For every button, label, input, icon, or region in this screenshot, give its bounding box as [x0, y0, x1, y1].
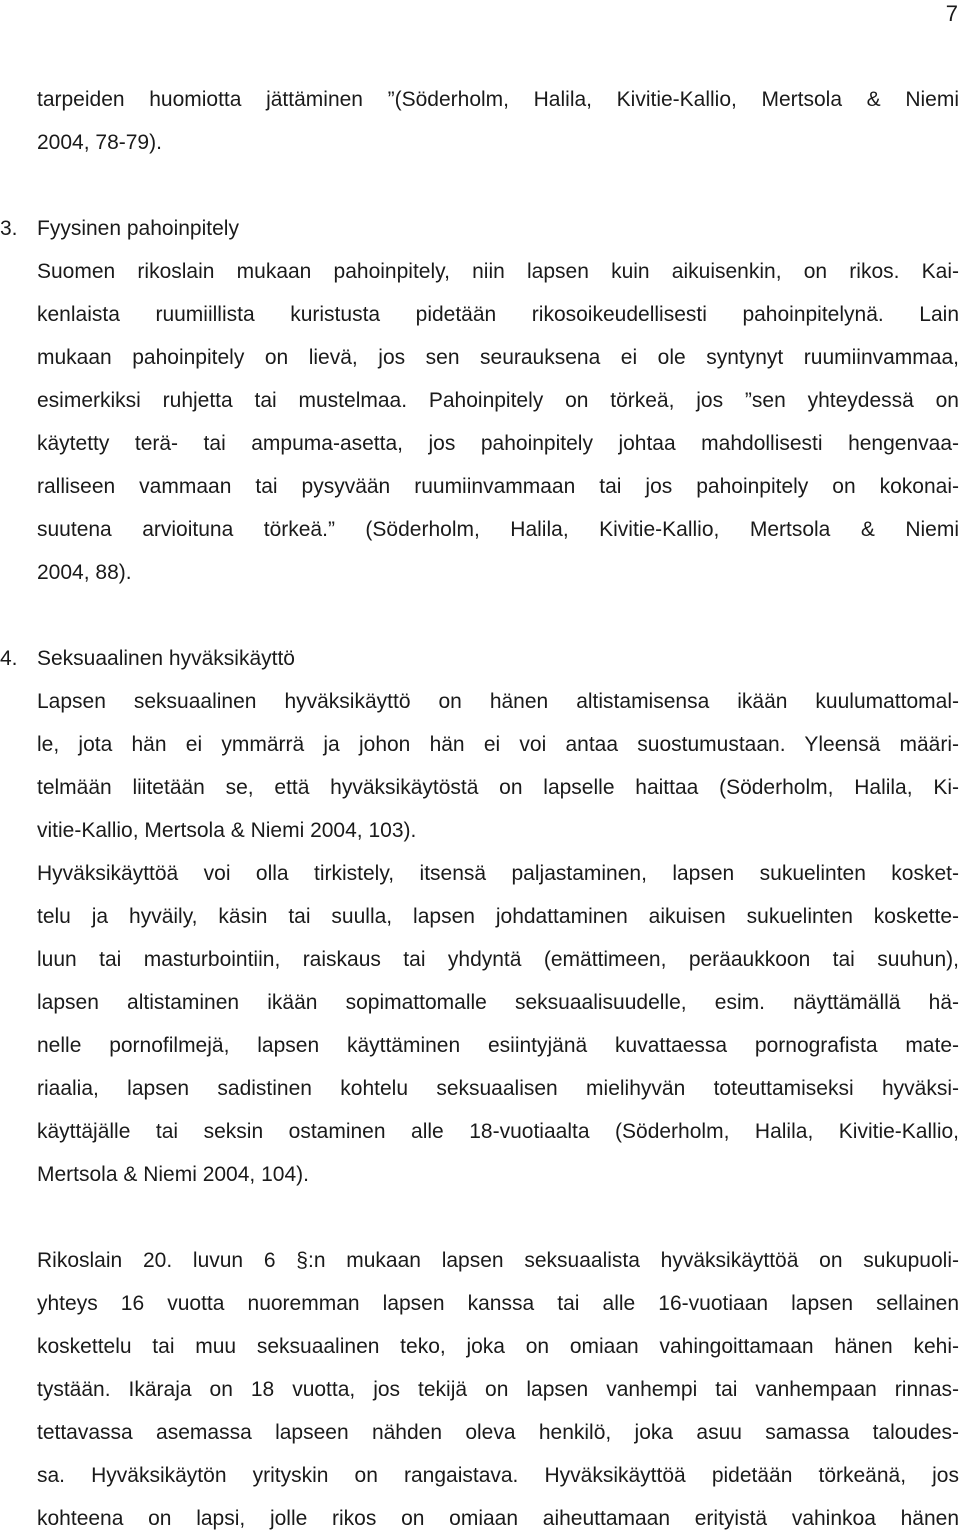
text-line: nelle pornofilmejä, lapsen käyttäminen esiintyjänä kuvattaessa pornografista mate- — [37, 1034, 959, 1057]
text-line: le, jota hän ei ymmärrä ja johon hän ei voi antaa suostumustaan. Yleensä määri- — [37, 733, 959, 756]
text-line: suutena arvioituna törkeä.” (Söderholm, Halila, Kivitie-Kallio, Mertsola & Niemi — [37, 518, 959, 541]
text-line: esimerkiksi ruhjetta tai mustelmaa. Pahoinpitely on törkeä, jos ”sen yhteydessä on — [37, 389, 959, 412]
section-heading-sexual-abuse — [0, 637, 959, 680]
section-number: 3. — [0, 217, 18, 240]
text-line: 2004, 88). — [37, 561, 132, 584]
text-line: tarpeiden huomiotta jättäminen ”(Söderholm, Halila, Kivitie-Kallio, Mertsola & Niemi — [37, 88, 959, 111]
section-title: Seksuaalinen hyväksikäyttö — [37, 647, 295, 670]
text-line: luun tai masturbointiin, raiskaus tai yhdyntä (emättimeen, peräaukkoon tai suuhun), — [37, 948, 959, 971]
text-line: Lapsen seksuaalinen hyväksikäyttö on hänen altistamisensa ikään kuulumattomal- — [37, 690, 959, 713]
paragraph-continuation — [37, 78, 959, 164]
paragraph-sexual-abuse-forms — [37, 852, 959, 1196]
text-line: koskettelu tai muu seksuaalinen teko, joka on omiaan vahingoittamaan hänen kehi- — [37, 1335, 959, 1358]
text-line: telmään liitetään se, että hyväksikäytöstä on lapselle haittaa (Söderholm, Halila, Ki- — [37, 776, 959, 799]
text-line: kohteena on lapsi, jolle rikos on omiaan aiheuttamaan erityistä vahinkoa hänen — [37, 1507, 959, 1530]
text-line: Mertsola & Niemi 2004, 104). — [37, 1163, 309, 1186]
document-body — [0, 78, 959, 1540]
paragraph-physical-abuse — [37, 250, 959, 594]
paragraph-criminal-code — [37, 1239, 959, 1540]
text-line: tettavassa asemassa lapseen nähden oleva henkilö, joka asuu samassa taloudes- — [37, 1421, 959, 1444]
text-line: riaalia, lapsen sadistinen kohtelu seksuaalisen mielihyvän toteuttamiseksi hyväksi- — [37, 1077, 959, 1100]
text-line: Hyväksikäyttöä voi olla tirkistely, itsensä paljastaminen, lapsen sukuelinten kosket- — [37, 862, 959, 885]
text-line: 2004, 78-79). — [37, 131, 162, 154]
text-line: telu ja hyväily, käsin tai suulla, lapsen johdattaminen aikuisen sukuelinten koskette- — [37, 905, 959, 928]
text-line: käytetty terä- tai ampuma-asetta, jos pahoinpitely johtaa mahdollisesti hengenvaa- — [37, 432, 959, 455]
text-line: Suomen rikoslain mukaan pahoinpitely, niin lapsen kuin aikuisenkin, on rikos. Kai- — [37, 260, 959, 283]
section-number: 4. — [0, 647, 18, 670]
text-line: lapsen altistaminen ikään sopimattomalle seksuaalisuudelle, esim. näyttämällä hä- — [37, 991, 959, 1014]
paragraph-sexual-abuse-definition — [37, 680, 959, 852]
section-title: Fyysinen pahoinpitely — [37, 217, 239, 240]
text-line: ralliseen vammaan tai pysyvään ruumiinvammaan tai jos pahoinpitely on kokonai- — [37, 475, 959, 498]
text-line: mukaan pahoinpitely on lievä, jos sen seurauksena ei ole syntynyt ruumiinvammaa, — [37, 346, 959, 369]
text-line: sa. Hyväksikäytön yrityskin on rangaistava. Hyväksikäyttöä pidetään törkeänä, jos — [37, 1464, 959, 1487]
text-line: yhteys 16 vuotta nuoremman lapsen kanssa tai alle 16-vuotiaan lapsen sellainen — [37, 1292, 959, 1315]
text-line: käyttäjälle tai seksin ostaminen alle 18-vuotiaalta (Söderholm, Halila, Kivitie-Kallio, — [37, 1120, 959, 1143]
text-line: Rikoslain 20. luvun 6 §:n mukaan lapsen seksuaalista hyväksikäyttöä on sukupuoli- — [37, 1249, 959, 1272]
text-line: tystään. Ikäraja on 18 vuotta, jos tekijä on lapsen vanhempi tai vanhempaan rinnas- — [37, 1378, 959, 1401]
section-heading-physical-abuse — [0, 207, 959, 250]
text-line: vitie-Kallio, Mertsola & Niemi 2004, 103). — [37, 819, 417, 842]
text-line: kenlaista ruumiillista kuristusta pidetään rikosoikeudellisesti pahoinpitelynä. Lain — [37, 303, 959, 326]
page-number: 7 — [945, 1, 958, 26]
